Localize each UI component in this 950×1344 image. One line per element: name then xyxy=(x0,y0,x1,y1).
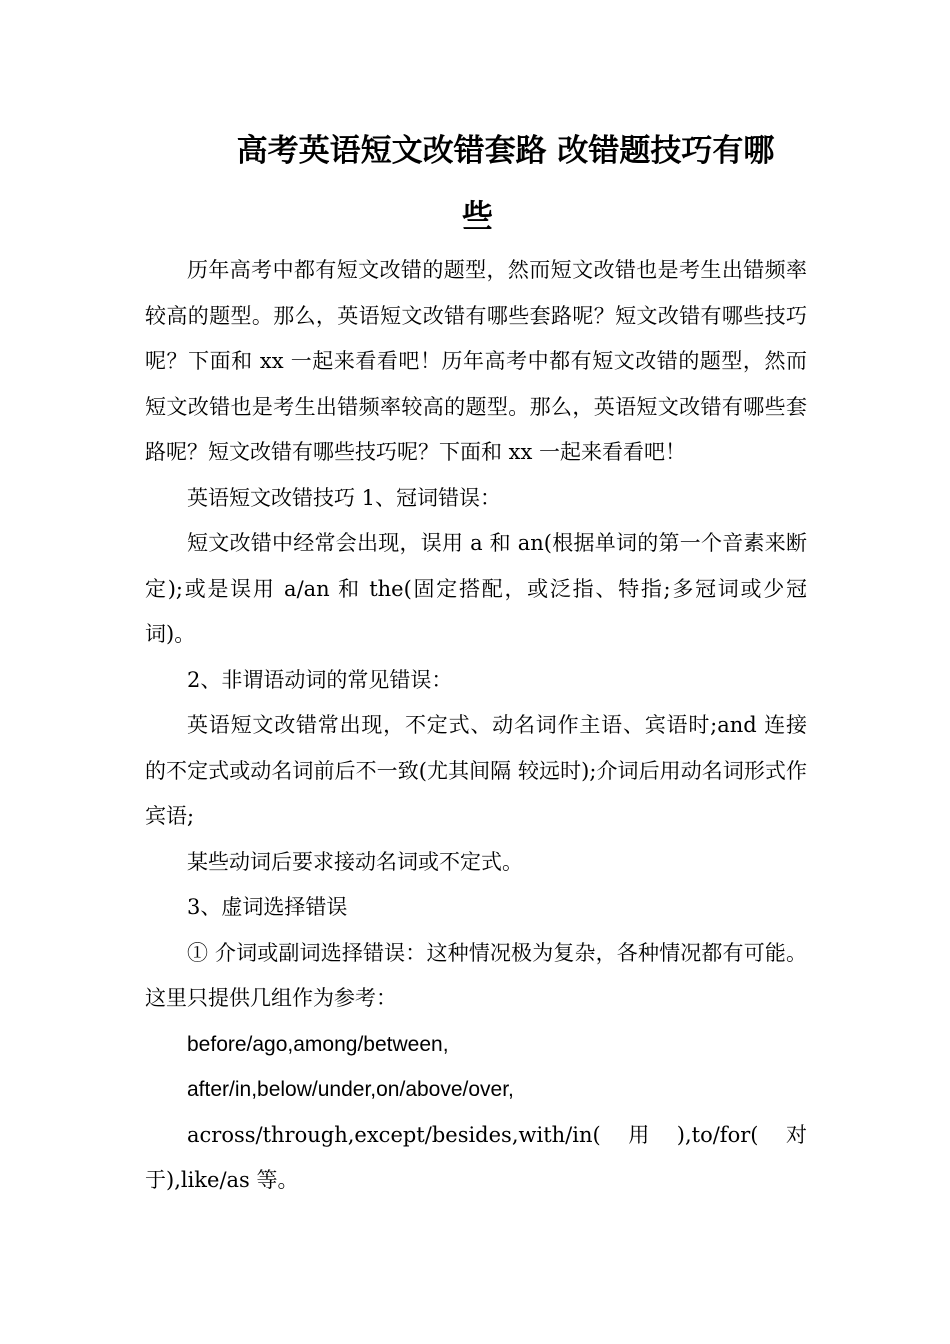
paragraph-nonfinite-errors: 英语短文改错常出现，不定式、动名词作主语、宾语时;and 连接的不定式或动名词前后不一致(尤其间隔 较远时);介词后用动名词形式作宾语; xyxy=(145,713,807,828)
paragraph-heading-nonfinite: 2、非谓语动词的常见错误： xyxy=(187,667,453,692)
paragraph-preposition-errors: ① 介词或副词选择错误：这种情况极为复杂，各种情况都有可能。这里只提供几组作为参考： xyxy=(145,940,807,1010)
paragraph-heading-function-words: 3、虚词选择错误 xyxy=(187,895,348,919)
paragraph-gerund-infinitive: 某些动词后要求接动名词或不定式。 xyxy=(187,849,523,874)
document-body xyxy=(145,248,807,1204)
paragraph-heading-article: 英语短文改错技巧 1、冠词错误： xyxy=(187,485,502,510)
title-line-2: 些 xyxy=(462,199,493,235)
paragraph-article-errors: 短文改错中经常会出现，误用 a 和 an(根据单词的第一个音素来断定);或是误用 a/an 和 the(固定搭配，或泛指、特指;多冠词或少冠词)。 xyxy=(145,531,807,646)
title-line-1: 高考英语短文改错套路 改错题技巧有哪 xyxy=(236,133,775,169)
paragraph-word-pairs-3: across/through,except/besides,with/in(用),to/for(对于),like/as 等。 xyxy=(145,1122,807,1192)
document-title xyxy=(145,118,810,250)
paragraph-word-pairs-1: before/ago,among/between, xyxy=(187,1032,449,1056)
paragraph-word-pairs-2: after/in,below/under,on/above/over, xyxy=(187,1078,514,1101)
paragraph-intro: 历年高考中都有短文改错的题型，然而短文改错也是考生出错频率较高的题型。那么，英语短文改错有哪些套路呢？短文改错有哪些技巧呢？下面和 xx 一起来看看吧！历年高考中都有短文改错的题型，然而短文改错也是考生出错频率较高的题型。那么，英语短文改错有哪些套路呢？短文改错有哪些技巧呢？下面和 xx 一起来看看吧！ xyxy=(145,258,807,464)
